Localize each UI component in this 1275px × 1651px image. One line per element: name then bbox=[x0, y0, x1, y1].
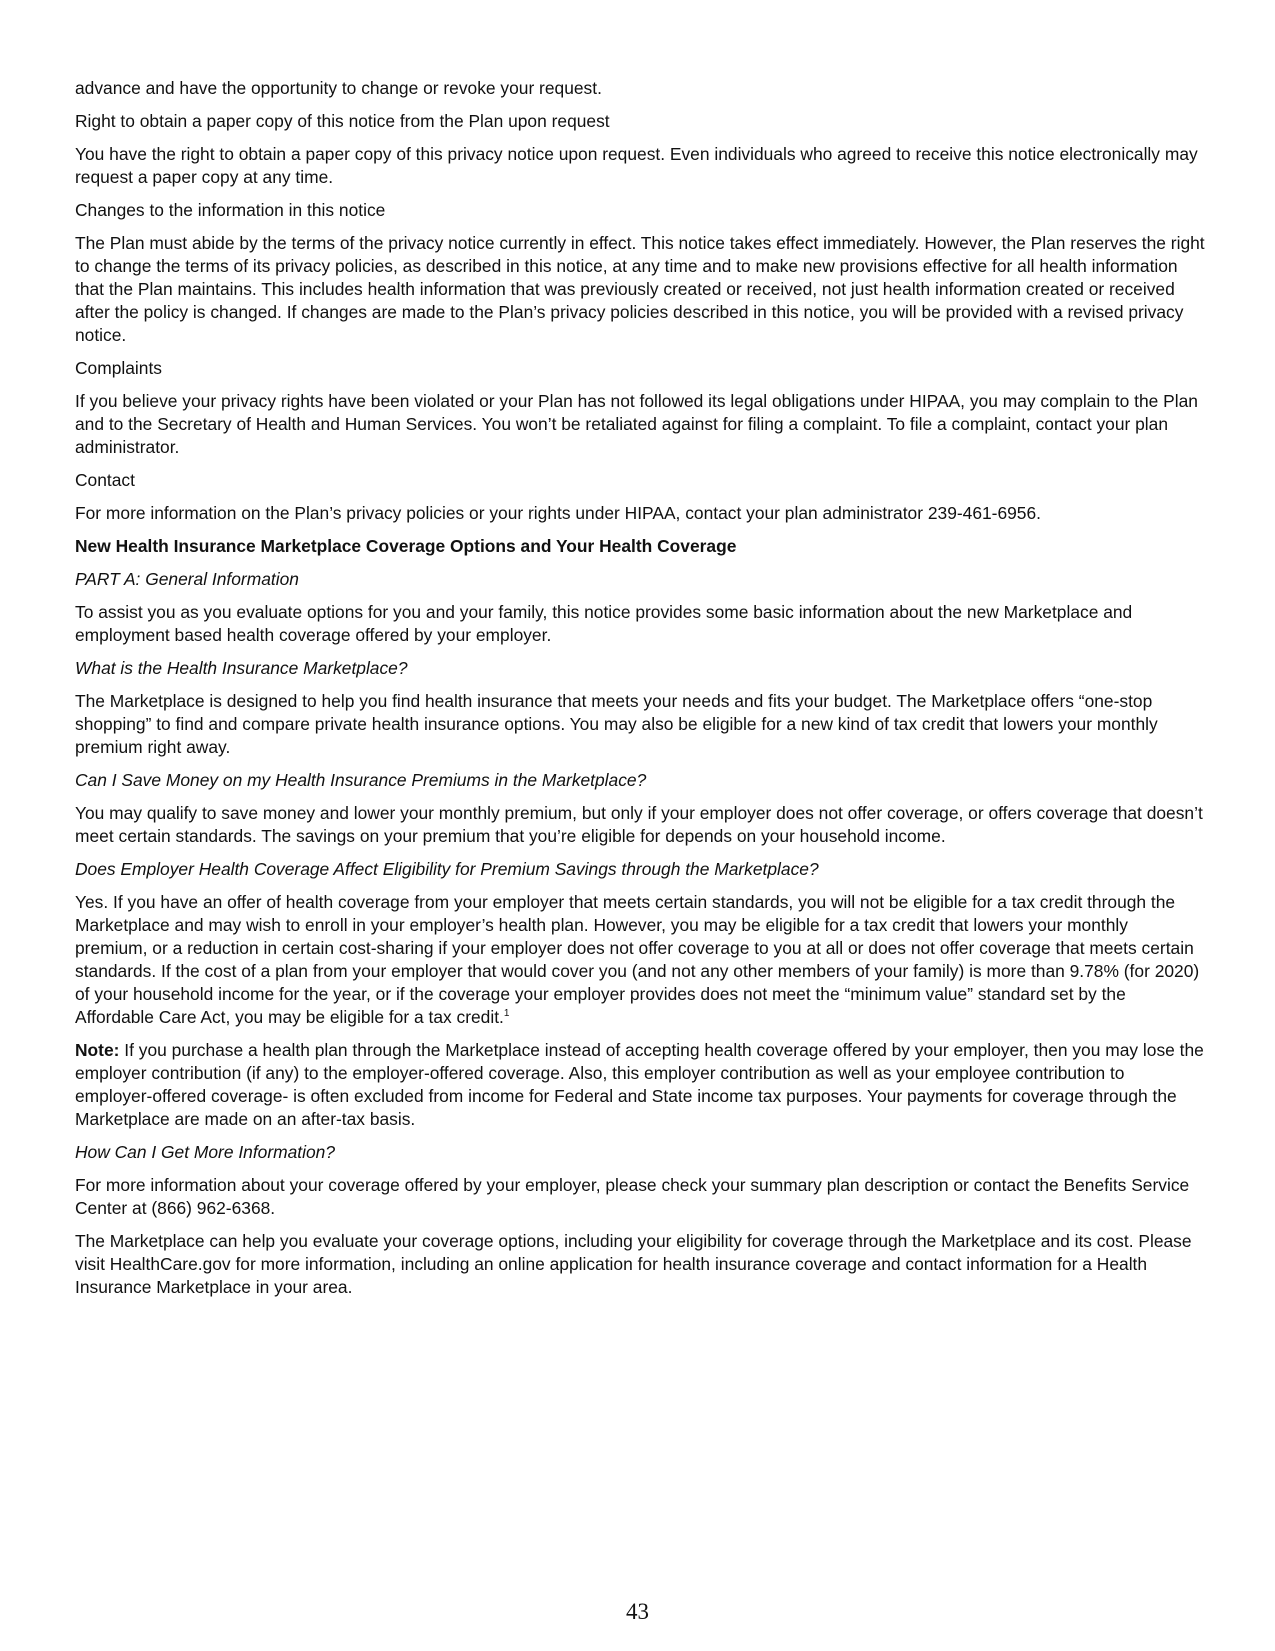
complaints-paragraph: If you believe your privacy rights have been violated or your Plan has not followed its legal obligations under HIPAA, you may complain to the Plan and to the Secretary of Health and Human Services. You won’t be retaliated against for filing a complaint. To file a complaint, contact your plan administrator. bbox=[75, 391, 1198, 457]
complaints-heading: Complaints bbox=[75, 358, 162, 378]
part-a-heading: PART A: General Information bbox=[75, 569, 299, 589]
what-is-marketplace-paragraph: The Marketplace is designed to help you find health insurance that meets your needs and fits your budget. The Marketplace offers “one-stop shopping” to find and compare private health insurance options. You may also be eligible for a new kind of tax credit that lowers your monthly premium right away. bbox=[75, 691, 1158, 757]
save-money-paragraph: You may qualify to save money and lower your monthly premium, but only if your employer does not offer coverage, or offers coverage that doesn’t meet certain standards. The savings on your premium that you’re eligible for depends on your household income. bbox=[75, 803, 1203, 846]
more-information-paragraph-2: The Marketplace can help you evaluate your coverage options, including your eligibility for coverage through the Marketplace and its cost. Please visit HealthCare.gov for more information, including an online application for health insurance coverage and contact information for a Health Insurance Marketplace in your area. bbox=[75, 1231, 1192, 1297]
employer-coverage-text: Yes. If you have an offer of health coverage from your employer that meets certain standards, you will not be eligible for a tax credit through the Marketplace and may wish to enroll in your employer’s health plan. However, you may be eligible for a tax credit that lowers your monthly premium, or a reduction in certain cost-sharing if your employer does not offer coverage to you at all or does not offer coverage that meets certain standards. If the cost of a plan from your employer that would cover you (and not any other members of your family) is more than 9.78% (for 2020) of your household income for the year, or if the coverage your employer provides does not meet the “minimum value” standard set by the Affordable Care Act, you may be eligible for a tax credit. bbox=[75, 892, 1200, 1027]
note-text: If you purchase a health plan through the Marketplace instead of accepting health coverage offered by your employer, then you may lose the employer contribution (if any) to the employer-offered coverage. Also, this employer contribution as well as your employee contribution to employer-offered coverage- is often excluded from income for Federal and State income tax purposes. Your payments for coverage through the Marketplace are made on an after-tax basis. bbox=[75, 1040, 1204, 1129]
marketplace-intro-paragraph: To assist you as you evaluate options for you and your family, this notice provides some basic information about the new Marketplace and employment based health coverage offered by your employer. bbox=[75, 602, 1133, 645]
paper-copy-heading: Right to obtain a paper copy of this notice from the Plan upon request bbox=[75, 111, 610, 131]
footnote-marker: 1 bbox=[503, 1008, 510, 1020]
document-body bbox=[75, 77, 1205, 1309]
more-information-paragraph-1: For more information about your coverage offered by your employer, please check your summary plan description or contact the Benefits Service Center at (866) 962-6368. bbox=[75, 1175, 1190, 1218]
employer-coverage-paragraph bbox=[75, 891, 1205, 1029]
contact-heading: Contact bbox=[75, 470, 135, 490]
changes-paragraph: The Plan must abide by the terms of the privacy notice currently in effect. This notice takes effect immediately. However, the Plan reserves the right to change the terms of its privacy policies, as described in this notice, at any time and to make new provisions effective for all health information that the Plan maintains. This includes health information that was previously created or received, not just health information created or received after the policy is changed. If changes are made to the Plan’s privacy policies described in this notice, you will be provided with a revised privacy notice. bbox=[75, 233, 1205, 345]
what-is-marketplace-heading: What is the Health Insurance Marketplace? bbox=[75, 658, 408, 678]
more-information-heading: How Can I Get More Information? bbox=[75, 1142, 336, 1162]
continued-paragraph: advance and have the opportunity to change or revoke your request. bbox=[75, 78, 602, 98]
marketplace-title: New Health Insurance Marketplace Coverage Options and Your Health Coverage bbox=[75, 536, 737, 556]
note-label: Note: bbox=[75, 1040, 120, 1060]
changes-heading: Changes to the information in this notice bbox=[75, 200, 386, 220]
note-paragraph bbox=[75, 1039, 1205, 1131]
paper-copy-paragraph: You have the right to obtain a paper copy of this privacy notice upon request. Even individuals who agreed to receive this notice electronically may request a paper copy at any time. bbox=[75, 144, 1198, 187]
contact-paragraph: For more information on the Plan’s privacy policies or your rights under HIPAA, contact your plan administrator 239-461-6956. bbox=[75, 503, 1041, 523]
save-money-heading: Can I Save Money on my Health Insurance Premiums in the Marketplace? bbox=[75, 770, 647, 790]
page-number: 43 bbox=[626, 1599, 649, 1624]
employer-coverage-heading: Does Employer Health Coverage Affect Eligibility for Premium Savings through the Marketplace? bbox=[75, 859, 819, 879]
